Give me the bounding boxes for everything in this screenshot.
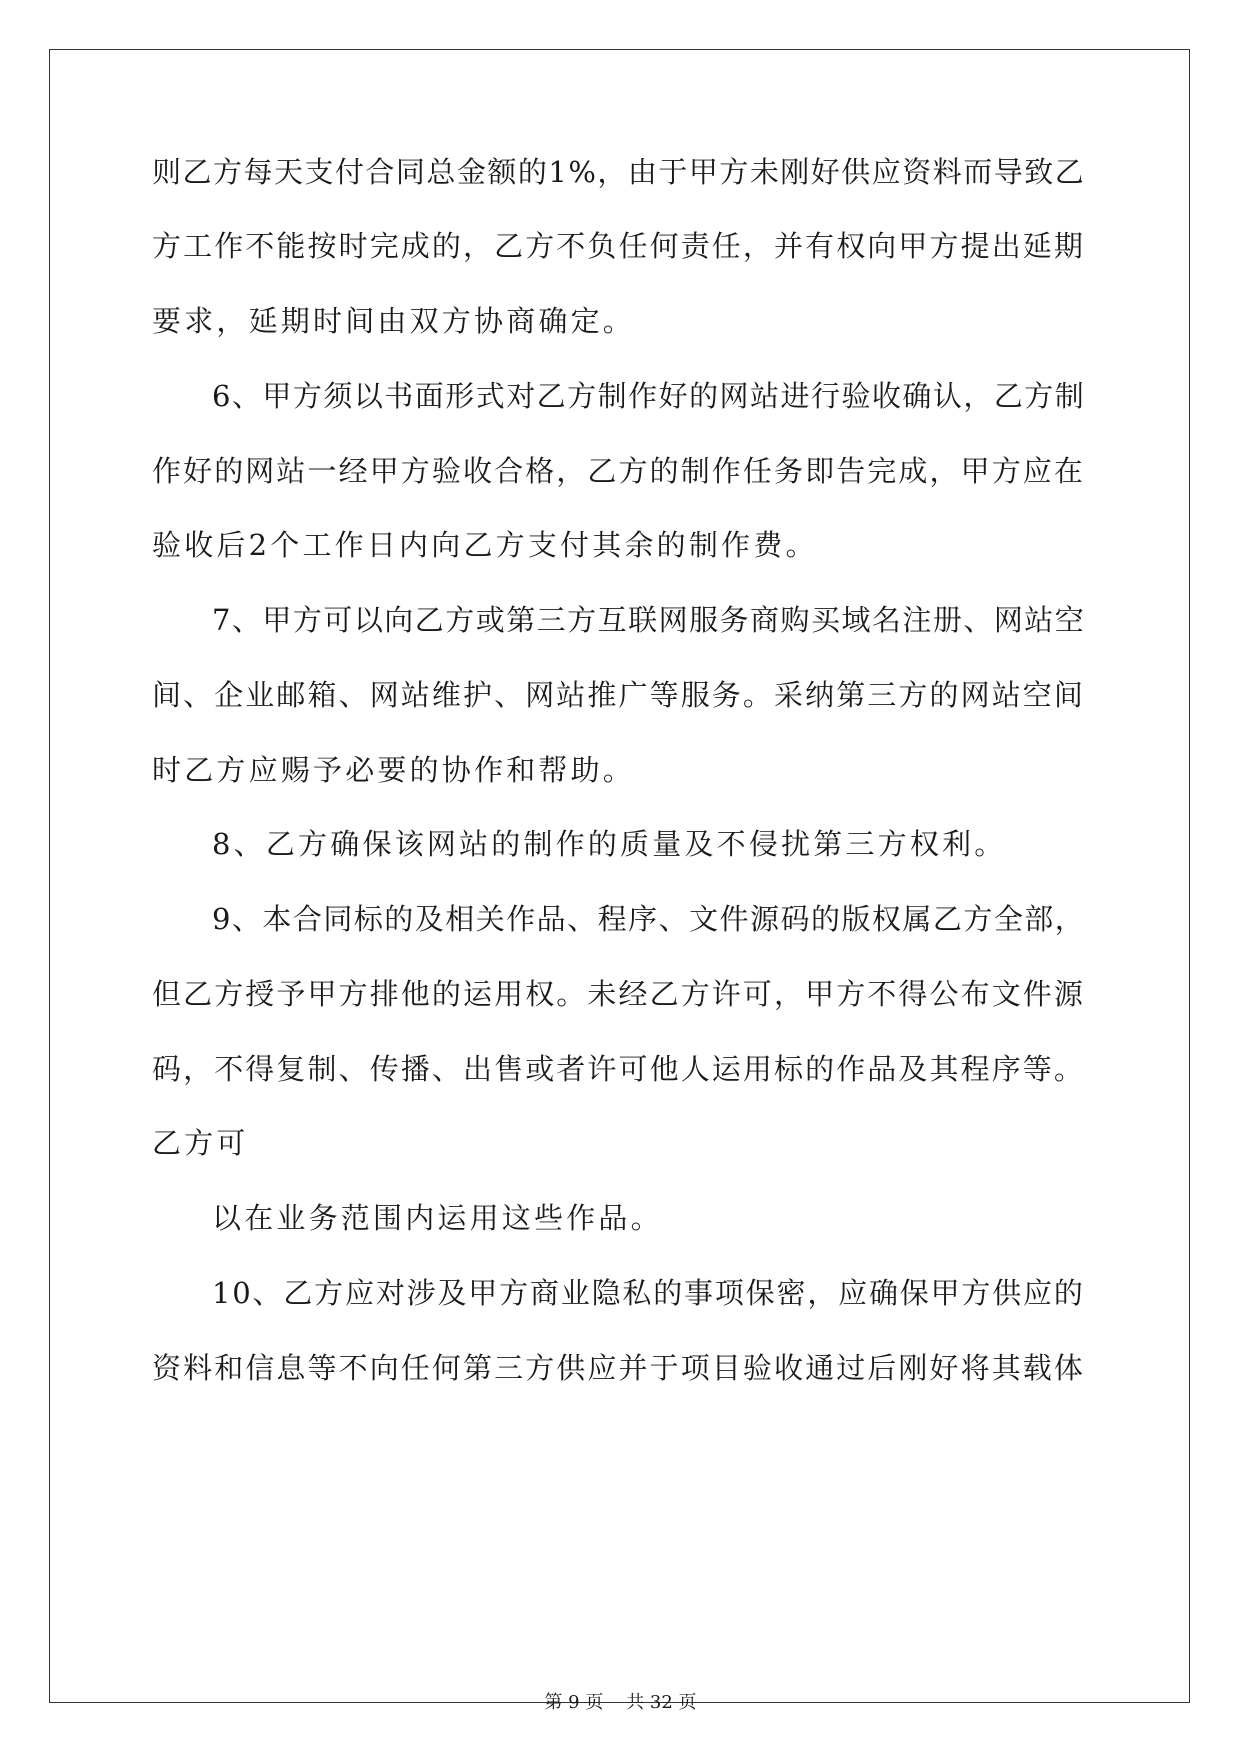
page-border [49, 49, 1190, 1703]
text-line: 乙方可 [152, 1126, 249, 1160]
text-line: 资料和信息等不向任何第三方供应并于项目验收通过后刚好将其载体 [152, 1351, 1086, 1385]
text-line: 要求，延期时间由双方协商确定。 [152, 304, 636, 338]
text-line: 8、乙方确保该网站的制作的质量及不侵扰第三方权利。 [212, 827, 1007, 861]
text-line: 方工作不能按时完成的，乙方不负任何责任，并有权向甲方提出延期 [152, 229, 1086, 263]
text-line: 则乙方每天支付合同总金额的1%，由于甲方未刚好供应资料而导致乙 [152, 155, 1086, 189]
page-number: 第 9 页 共 32 页 [544, 1692, 697, 1713]
text-line: 6、甲方须以书面形式对乙方制作好的网站进行验收确认，乙方制 [212, 379, 1086, 413]
text-line: 9、本合同标的及相关作品、程序、文件源码的版权属乙方全部， [212, 902, 1086, 936]
text-line: 作好的网站一经甲方验收合格，乙方的制作任务即告完成，甲方应在 [152, 454, 1086, 488]
text-line: 验收后2个工作日内向乙方支付其余的制作费。 [152, 528, 818, 562]
text-line: 10、乙方应对涉及甲方商业隐私的事项保密，应确保甲方供应的 [212, 1276, 1085, 1310]
text-line: 7、甲方可以向乙方或第三方互联网服务商购买域名注册、网站空 [212, 603, 1086, 637]
text-line: 以在业务范围内运用这些作品。 [212, 1201, 663, 1235]
text-line: 时乙方应赐予必要的协作和帮助。 [152, 753, 636, 787]
text-line: 但乙方授予甲方排他的运用权。未经乙方许可，甲方不得公布文件源 [152, 977, 1086, 1011]
text-line: 码，不得复制、传播、出售或者许可他人运用标的作品及其程序等。 [152, 1052, 1086, 1086]
text-line: 间、企业邮箱、网站维护、网站推广等服务。采纳第三方的网站空间 [152, 678, 1086, 712]
